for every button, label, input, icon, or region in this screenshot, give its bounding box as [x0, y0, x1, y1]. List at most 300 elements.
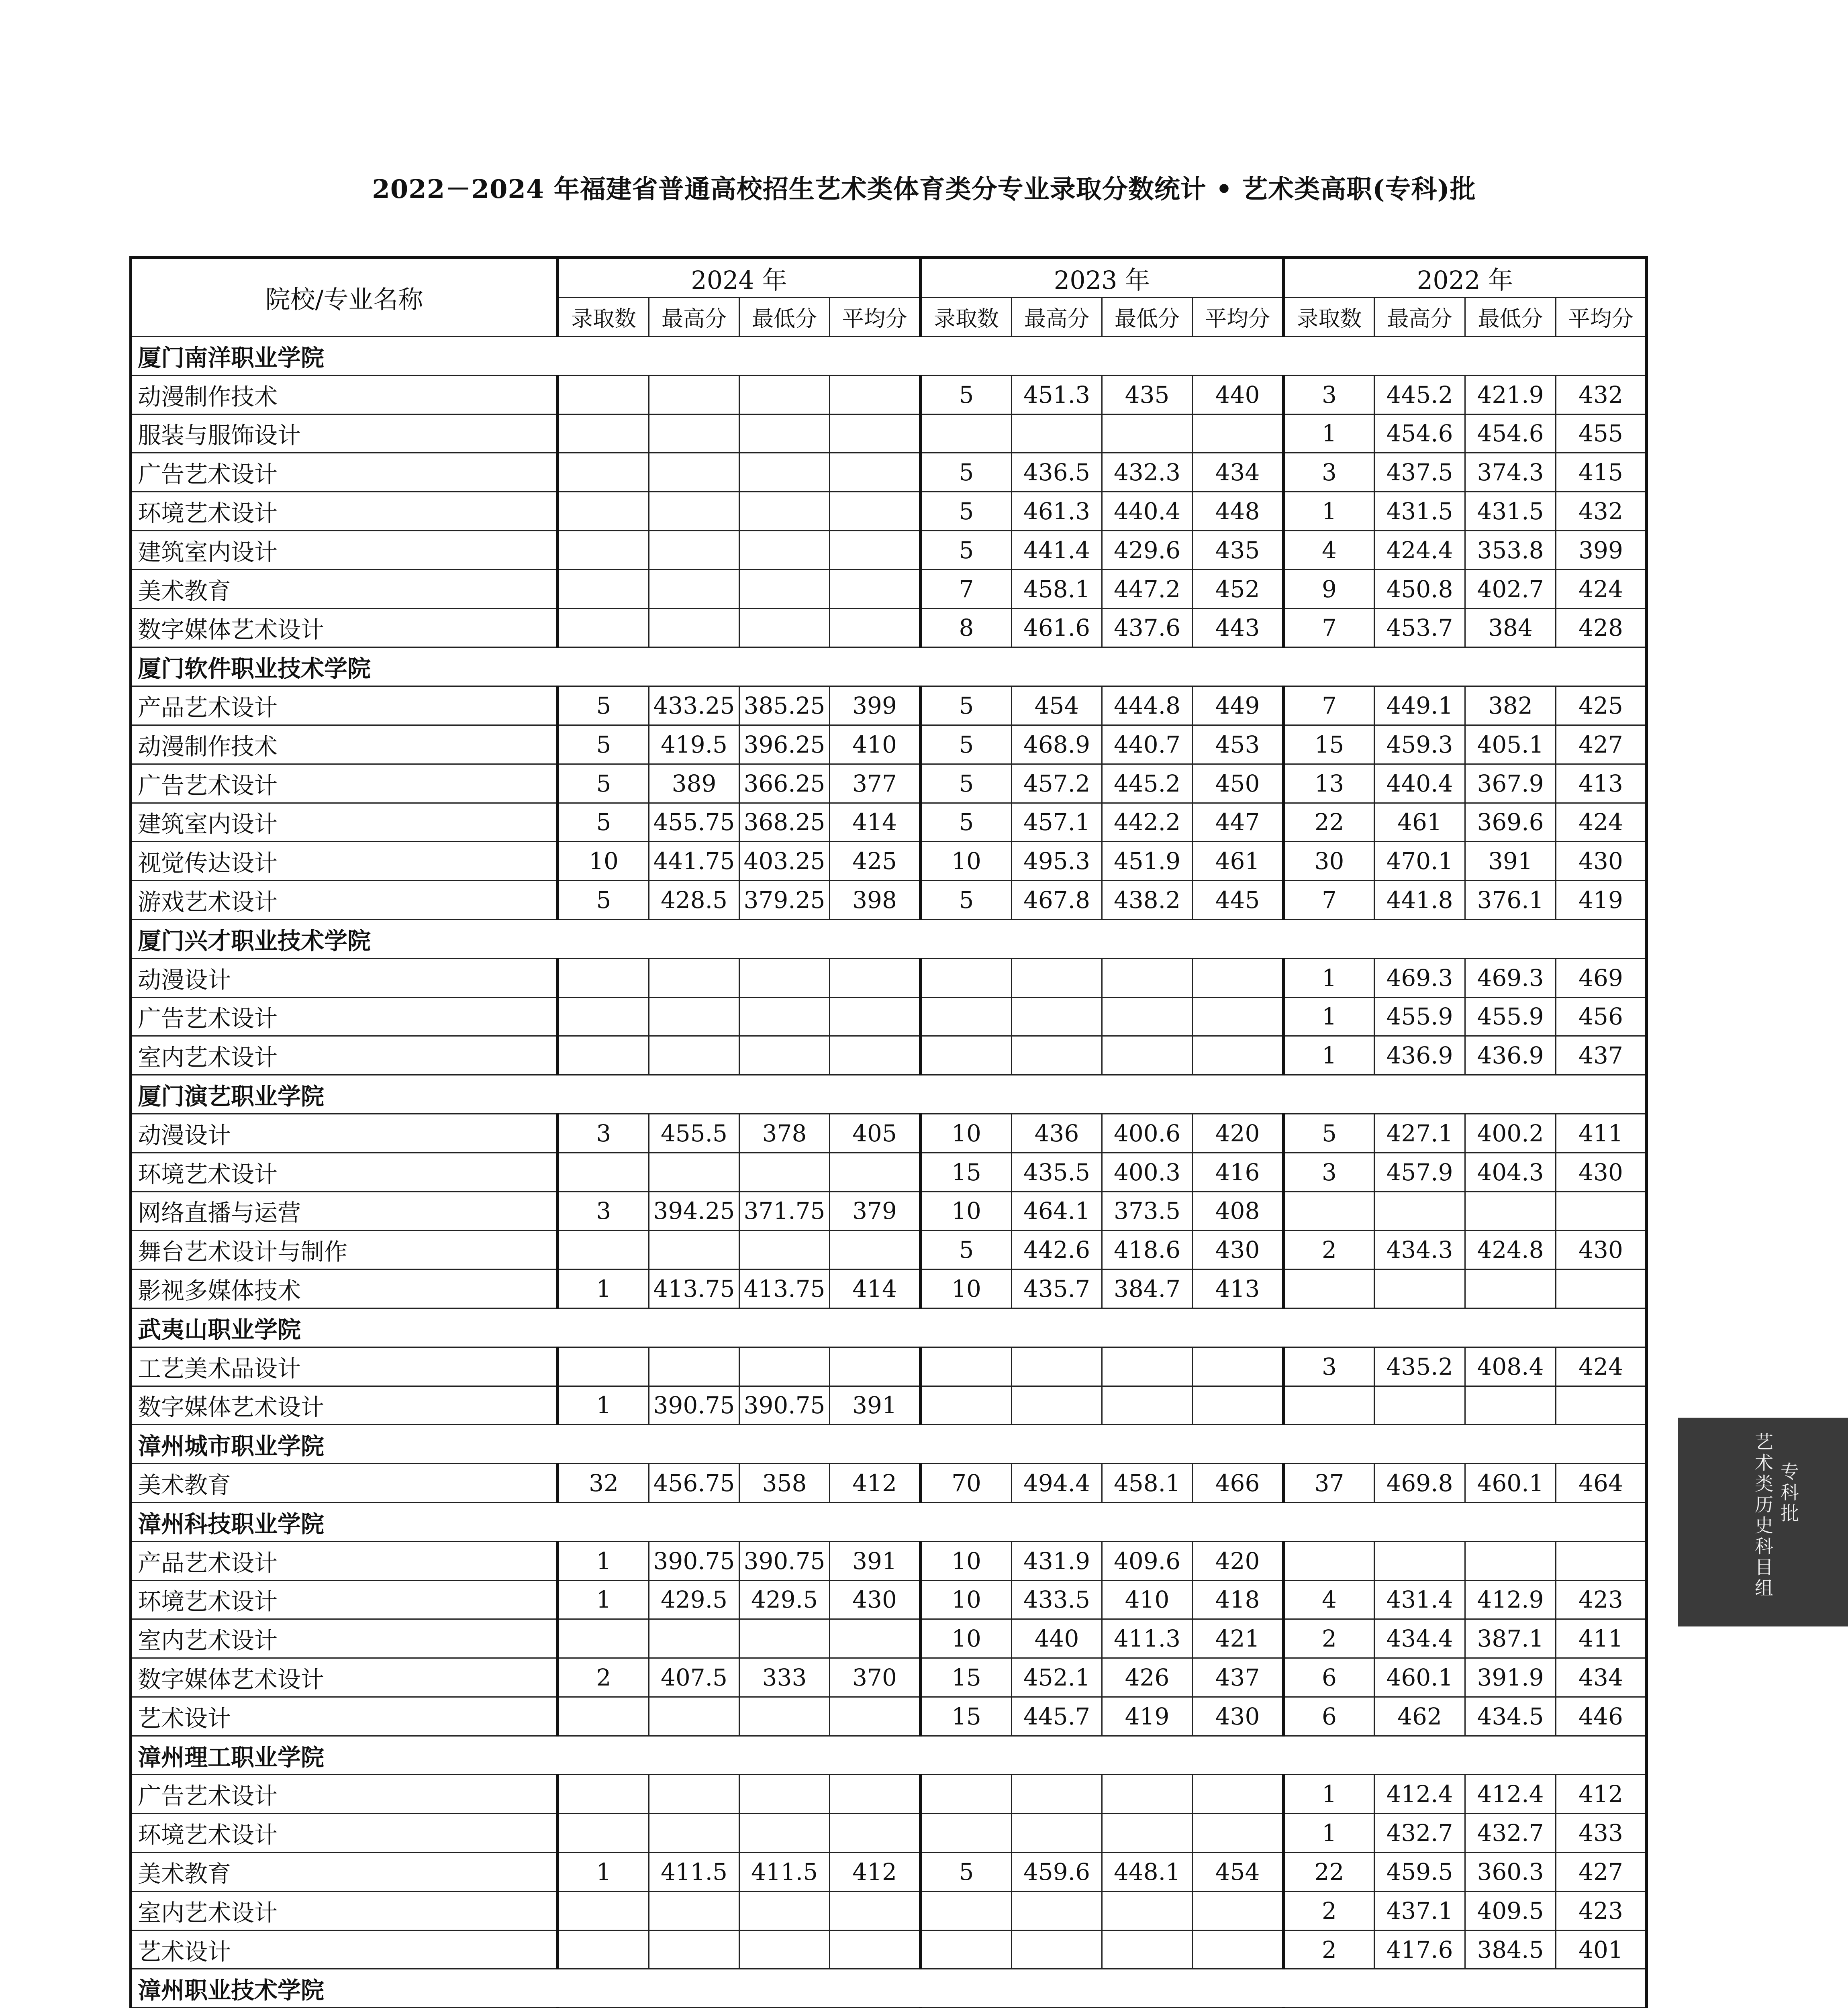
major-row — [131, 569, 1647, 608]
major-row — [131, 1697, 1647, 1736]
score-cell: 416 — [1193, 1153, 1284, 1192]
score-cell: 366.25 — [739, 764, 830, 803]
score-cell — [830, 453, 921, 492]
major-name: 数字媒体艺术设计 — [131, 608, 558, 647]
score-cell: 425 — [830, 842, 921, 881]
major-row — [131, 1386, 1647, 1425]
score-cell: 437.5 — [1374, 453, 1465, 492]
score-cell: 455.9 — [1465, 997, 1556, 1036]
score-cell: 387.1 — [1465, 1619, 1556, 1658]
score-cell: 431.5 — [1465, 492, 1556, 531]
score-cell — [739, 492, 830, 531]
score-cell: 412 — [830, 1853, 921, 1892]
score-cell — [558, 997, 649, 1036]
score-cell: 5 — [921, 764, 1012, 803]
score-cell — [830, 1775, 921, 1814]
score-cell: 495.3 — [1012, 842, 1102, 881]
score-cell: 454 — [1193, 1853, 1284, 1892]
score-cell: 5 — [921, 1231, 1012, 1269]
score-cell: 469.3 — [1374, 958, 1465, 997]
major-row — [131, 375, 1647, 414]
score-cell: 411.5 — [649, 1853, 739, 1892]
score-cell: 400.2 — [1465, 1114, 1556, 1153]
score-cell: 441.4 — [1012, 531, 1102, 569]
score-cell: 409.6 — [1102, 1541, 1193, 1580]
major-row — [131, 764, 1647, 803]
column-header: 平均分 — [1193, 298, 1284, 337]
score-cell — [830, 1153, 921, 1192]
score-cell: 435.2 — [1374, 1347, 1465, 1386]
major-name: 室内艺术设计 — [131, 1036, 558, 1075]
score-cell: 434 — [1556, 1658, 1647, 1697]
major-row — [131, 842, 1647, 881]
score-cell — [1012, 1036, 1102, 1075]
score-cell: 460.1 — [1374, 1658, 1465, 1697]
score-cell: 6 — [1284, 1697, 1374, 1736]
major-name: 数字媒体艺术设计 — [131, 1386, 558, 1425]
score-cell: 408.4 — [1465, 1347, 1556, 1386]
score-cell: 400.6 — [1102, 1114, 1193, 1153]
major-name: 产品艺术设计 — [131, 686, 558, 725]
score-cell: 2 — [1284, 1930, 1374, 1969]
score-cell — [649, 1153, 739, 1192]
score-cell: 411.5 — [739, 1853, 830, 1892]
major-name: 美术教育 — [131, 1853, 558, 1892]
score-cell — [1374, 1541, 1465, 1580]
major-row — [131, 958, 1647, 997]
score-cell: 358 — [739, 1464, 830, 1503]
score-cell — [921, 1891, 1012, 1930]
major-name: 艺术设计 — [131, 1930, 558, 1969]
score-cell: 333 — [739, 1658, 830, 1697]
score-cell: 447.2 — [1102, 569, 1193, 608]
score-cell: 419.5 — [649, 725, 739, 764]
score-cell: 5 — [921, 1853, 1012, 1892]
score-cell — [921, 958, 1012, 997]
score-cell: 452.1 — [1012, 1658, 1102, 1697]
score-cell: 3 — [1284, 453, 1374, 492]
score-cell — [739, 531, 830, 569]
score-cell: 421.9 — [1465, 375, 1556, 414]
score-cell — [830, 1814, 921, 1853]
score-cell — [1102, 1386, 1193, 1425]
score-cell — [1556, 1541, 1647, 1580]
score-cell: 440 — [1012, 1619, 1102, 1658]
score-cell: 436 — [1012, 1114, 1102, 1153]
score-cell: 1 — [1284, 414, 1374, 453]
score-cell: 15 — [1284, 725, 1374, 764]
score-cell: 353.8 — [1465, 531, 1556, 569]
score-cell: 412.4 — [1465, 1775, 1556, 1814]
score-cell: 432.3 — [1102, 453, 1193, 492]
score-cell — [921, 997, 1012, 1036]
score-cell: 5 — [558, 764, 649, 803]
score-cell: 399 — [830, 686, 921, 725]
score-cell — [921, 1386, 1012, 1425]
score-cell: 390.75 — [649, 1386, 739, 1425]
score-cell: 410 — [1102, 1580, 1193, 1619]
score-cell: 3 — [558, 1114, 649, 1153]
score-cell: 438.2 — [1102, 881, 1193, 920]
score-cell: 445 — [1193, 881, 1284, 920]
score-cell: 10 — [558, 842, 649, 881]
major-name: 艺术设计 — [131, 1697, 558, 1736]
score-cell — [1012, 958, 1102, 997]
score-cell: 434.3 — [1374, 1231, 1465, 1269]
major-row — [131, 531, 1647, 569]
score-cell — [649, 1347, 739, 1386]
table-body — [131, 337, 1647, 2008]
score-cell: 10 — [921, 1269, 1012, 1308]
score-cell: 5 — [558, 686, 649, 725]
score-cell — [830, 608, 921, 647]
score-cell: 437.6 — [1102, 608, 1193, 647]
score-cell: 382 — [1465, 686, 1556, 725]
score-cell — [1193, 997, 1284, 1036]
score-cell: 461 — [1374, 803, 1465, 842]
score-cell: 412.4 — [1374, 1775, 1465, 1814]
score-cell: 2 — [1284, 1231, 1374, 1269]
score-cell: 4 — [1284, 531, 1374, 569]
score-cell: 420 — [1193, 1541, 1284, 1580]
major-row — [131, 881, 1647, 920]
score-cell: 442.6 — [1012, 1231, 1102, 1269]
score-cell: 407.5 — [649, 1658, 739, 1697]
major-row — [131, 1930, 1647, 1969]
score-cell: 2 — [1284, 1891, 1374, 1930]
score-cell — [1284, 1269, 1374, 1308]
score-cell: 442.2 — [1102, 803, 1193, 842]
score-cell — [1012, 1347, 1102, 1386]
score-cell — [558, 531, 649, 569]
score-cell: 450 — [1193, 764, 1284, 803]
score-cell: 5 — [921, 531, 1012, 569]
column-header: 最低分 — [1465, 298, 1556, 337]
score-cell: 427 — [1556, 725, 1647, 764]
score-cell — [830, 569, 921, 608]
score-cell: 459.5 — [1374, 1853, 1465, 1892]
score-cell: 423 — [1556, 1580, 1647, 1619]
score-cell — [739, 375, 830, 414]
score-cell: 379.25 — [739, 881, 830, 920]
score-cell — [739, 1775, 830, 1814]
score-cell: 10 — [921, 1580, 1012, 1619]
score-cell: 424 — [1556, 569, 1647, 608]
score-cell: 374.3 — [1465, 453, 1556, 492]
score-cell: 413 — [1556, 764, 1647, 803]
score-cell: 429.5 — [649, 1580, 739, 1619]
score-cell: 390.75 — [739, 1541, 830, 1580]
score-cell: 379 — [830, 1192, 921, 1231]
score-cell: 5 — [558, 803, 649, 842]
score-cell — [739, 1347, 830, 1386]
score-cell: 1 — [1284, 1036, 1374, 1075]
score-cell: 449.1 — [1374, 686, 1465, 725]
score-cell — [649, 1231, 739, 1269]
score-cell: 1 — [1284, 1814, 1374, 1853]
score-cell — [558, 1619, 649, 1658]
major-row — [131, 725, 1647, 764]
score-cell: 430 — [1193, 1231, 1284, 1269]
score-cell — [830, 997, 921, 1036]
score-cell: 30 — [1284, 842, 1374, 881]
score-cell: 440.4 — [1102, 492, 1193, 531]
school-row — [131, 1736, 1647, 1775]
score-cell — [649, 958, 739, 997]
score-cell: 414 — [830, 1269, 921, 1308]
major-row — [131, 997, 1647, 1036]
score-cell: 391 — [830, 1386, 921, 1425]
major-row — [131, 1580, 1647, 1619]
score-cell — [1102, 1891, 1193, 1930]
score-cell: 378 — [739, 1114, 830, 1153]
major-name: 数字媒体艺术设计 — [131, 1658, 558, 1697]
score-cell: 10 — [921, 1192, 1012, 1231]
score-cell: 22 — [1284, 1853, 1374, 1892]
major-name: 动漫制作技术 — [131, 375, 558, 414]
score-cell — [1284, 1192, 1374, 1231]
score-cell — [649, 531, 739, 569]
major-name: 广告艺术设计 — [131, 764, 558, 803]
score-cell — [1012, 1386, 1102, 1425]
major-row — [131, 1153, 1647, 1192]
score-cell — [739, 1036, 830, 1075]
score-cell — [1193, 414, 1284, 453]
score-cell — [558, 1036, 649, 1075]
column-header: 平均分 — [1556, 298, 1647, 337]
score-cell: 5 — [921, 725, 1012, 764]
major-name: 建筑室内设计 — [131, 531, 558, 569]
score-cell — [1284, 1386, 1374, 1425]
score-cell — [1102, 1930, 1193, 1969]
score-cell: 452 — [1193, 569, 1284, 608]
school-name: 厦门演艺职业学院 — [131, 1075, 1647, 1114]
score-cell — [921, 1930, 1012, 1969]
score-cell: 1 — [558, 1269, 649, 1308]
score-cell — [649, 492, 739, 531]
score-cell: 384 — [1465, 608, 1556, 647]
column-header: 最低分 — [1102, 298, 1193, 337]
score-cell — [558, 1153, 649, 1192]
score-cell: 419 — [1556, 881, 1647, 920]
side-tab-label-batch: 专科批 — [1778, 1462, 1799, 1524]
score-cell — [558, 1814, 649, 1853]
score-cell — [830, 958, 921, 997]
score-cell: 428.5 — [649, 881, 739, 920]
score-cell: 437.1 — [1374, 1891, 1465, 1930]
score-cell — [558, 1347, 649, 1386]
score-cell — [558, 375, 649, 414]
score-cell: 3 — [1284, 1153, 1374, 1192]
school-row — [131, 337, 1647, 375]
score-cell: 405 — [830, 1114, 921, 1153]
score-cell: 430 — [1556, 1231, 1647, 1269]
score-cell: 4 — [1284, 1580, 1374, 1619]
score-cell: 384.5 — [1465, 1930, 1556, 1969]
score-cell: 431.4 — [1374, 1580, 1465, 1619]
score-cell — [649, 569, 739, 608]
score-cell: 412.9 — [1465, 1580, 1556, 1619]
score-cell: 419 — [1102, 1697, 1193, 1736]
score-cell: 435.5 — [1012, 1153, 1102, 1192]
score-cell: 7 — [1284, 881, 1374, 920]
score-cell — [739, 958, 830, 997]
score-cell — [1012, 1814, 1102, 1853]
school-row — [131, 1308, 1647, 1347]
score-cell: 453 — [1193, 725, 1284, 764]
score-cell — [1556, 1192, 1647, 1231]
score-cell: 433.5 — [1012, 1580, 1102, 1619]
score-cell: 494.4 — [1012, 1464, 1102, 1503]
score-cell: 431.5 — [1374, 492, 1465, 531]
major-row — [131, 608, 1647, 647]
score-cell: 390.75 — [739, 1386, 830, 1425]
score-cell: 391.9 — [1465, 1658, 1556, 1697]
major-name: 舞台艺术设计与制作 — [131, 1231, 558, 1269]
score-cell: 2 — [1284, 1619, 1374, 1658]
score-cell — [1012, 414, 1102, 453]
major-name: 室内艺术设计 — [131, 1891, 558, 1930]
score-cell: 424 — [1556, 1347, 1647, 1386]
score-cell: 396.25 — [739, 725, 830, 764]
score-cell — [1102, 997, 1193, 1036]
score-cell: 384.7 — [1102, 1269, 1193, 1308]
score-cell: 5 — [1284, 1114, 1374, 1153]
score-cell — [830, 1619, 921, 1658]
score-cell — [558, 1891, 649, 1930]
score-cell: 445.7 — [1012, 1697, 1102, 1736]
score-cell — [739, 608, 830, 647]
score-cell — [558, 608, 649, 647]
major-row — [131, 686, 1647, 725]
major-row — [131, 1192, 1647, 1231]
score-cell: 376.1 — [1465, 881, 1556, 920]
score-cell: 432.7 — [1465, 1814, 1556, 1853]
score-cell — [1374, 1192, 1465, 1231]
score-cell: 428 — [1556, 608, 1647, 647]
school-name: 漳州城市职业学院 — [131, 1425, 1647, 1464]
column-header: 录取数 — [921, 298, 1012, 337]
score-cell: 368.25 — [739, 803, 830, 842]
score-cell — [558, 1930, 649, 1969]
score-cell: 402.7 — [1465, 569, 1556, 608]
score-cell: 461.6 — [1012, 608, 1102, 647]
score-cell — [1102, 1775, 1193, 1814]
score-cell: 457.1 — [1012, 803, 1102, 842]
score-cell — [1193, 1386, 1284, 1425]
score-cell: 434.4 — [1374, 1619, 1465, 1658]
score-cell: 468.9 — [1012, 725, 1102, 764]
score-cell: 385.25 — [739, 686, 830, 725]
score-cell: 3 — [558, 1192, 649, 1231]
score-cell — [649, 1775, 739, 1814]
score-cell: 470.1 — [1374, 842, 1465, 881]
score-cell: 427.1 — [1374, 1114, 1465, 1153]
score-cell — [1193, 958, 1284, 997]
score-cell — [739, 1153, 830, 1192]
score-cell: 398 — [830, 881, 921, 920]
score-cell: 414 — [830, 803, 921, 842]
year-header-2023: 2023 年 — [921, 258, 1284, 298]
score-cell — [921, 1036, 1012, 1075]
score-cell — [649, 608, 739, 647]
score-cell: 1 — [1284, 492, 1374, 531]
score-cell: 469.3 — [1465, 958, 1556, 997]
score-cell — [830, 492, 921, 531]
score-cell: 450.8 — [1374, 569, 1465, 608]
score-cell — [739, 414, 830, 453]
score-cell — [739, 569, 830, 608]
score-cell — [739, 1891, 830, 1930]
major-name: 服装与服饰设计 — [131, 414, 558, 453]
score-cell — [649, 453, 739, 492]
score-cell: 432 — [1556, 492, 1647, 531]
score-cell: 6 — [1284, 1658, 1374, 1697]
score-cell: 418 — [1193, 1580, 1284, 1619]
score-cell: 457.2 — [1012, 764, 1102, 803]
score-cell: 413 — [1193, 1269, 1284, 1308]
score-cell — [1465, 1386, 1556, 1425]
score-cell: 453.7 — [1374, 608, 1465, 647]
score-cell: 1 — [558, 1580, 649, 1619]
score-cell: 448 — [1193, 492, 1284, 531]
score-cell — [1374, 1386, 1465, 1425]
score-cell — [1102, 414, 1193, 453]
score-cell: 3 — [1284, 375, 1374, 414]
score-cell: 409.5 — [1465, 1891, 1556, 1930]
score-cell — [558, 492, 649, 531]
score-cell — [1102, 958, 1193, 997]
score-cell: 435.7 — [1012, 1269, 1102, 1308]
score-cell: 459.6 — [1012, 1853, 1102, 1892]
score-cell: 430 — [830, 1580, 921, 1619]
school-name: 漳州科技职业学院 — [131, 1502, 1647, 1541]
score-cell: 430 — [1556, 842, 1647, 881]
score-cell: 15 — [921, 1153, 1012, 1192]
major-name: 影视多媒体技术 — [131, 1269, 558, 1308]
major-name: 视觉传达设计 — [131, 842, 558, 881]
score-cell: 458.1 — [1012, 569, 1102, 608]
score-cell: 1 — [558, 1853, 649, 1892]
score-cell: 430 — [1556, 1153, 1647, 1192]
score-cell — [1193, 1891, 1284, 1930]
column-header: 最低分 — [739, 298, 830, 337]
score-cell: 410 — [830, 725, 921, 764]
score-cell: 360.3 — [1465, 1853, 1556, 1892]
score-cell: 1 — [558, 1386, 649, 1425]
score-cell — [739, 1930, 830, 1969]
score-cell: 455.5 — [649, 1114, 739, 1153]
major-row — [131, 1853, 1647, 1892]
score-cell — [739, 1231, 830, 1269]
score-cell: 412 — [1556, 1775, 1647, 1814]
score-cell: 444.8 — [1102, 686, 1193, 725]
score-cell: 411 — [1556, 1114, 1647, 1153]
score-cell: 469.8 — [1374, 1464, 1465, 1503]
score-cell — [649, 1891, 739, 1930]
score-cell: 15 — [921, 1658, 1012, 1697]
score-cell: 469 — [1556, 958, 1647, 997]
score-cell — [1193, 1036, 1284, 1075]
score-cell: 369.6 — [1465, 803, 1556, 842]
score-cell: 464.1 — [1012, 1192, 1102, 1231]
score-cell: 10 — [921, 1114, 1012, 1153]
score-cell: 434.5 — [1465, 1697, 1556, 1736]
score-cell: 373.5 — [1102, 1192, 1193, 1231]
table-header — [131, 258, 1647, 337]
score-cell: 413.75 — [739, 1269, 830, 1308]
score-cell: 460.1 — [1465, 1464, 1556, 1503]
